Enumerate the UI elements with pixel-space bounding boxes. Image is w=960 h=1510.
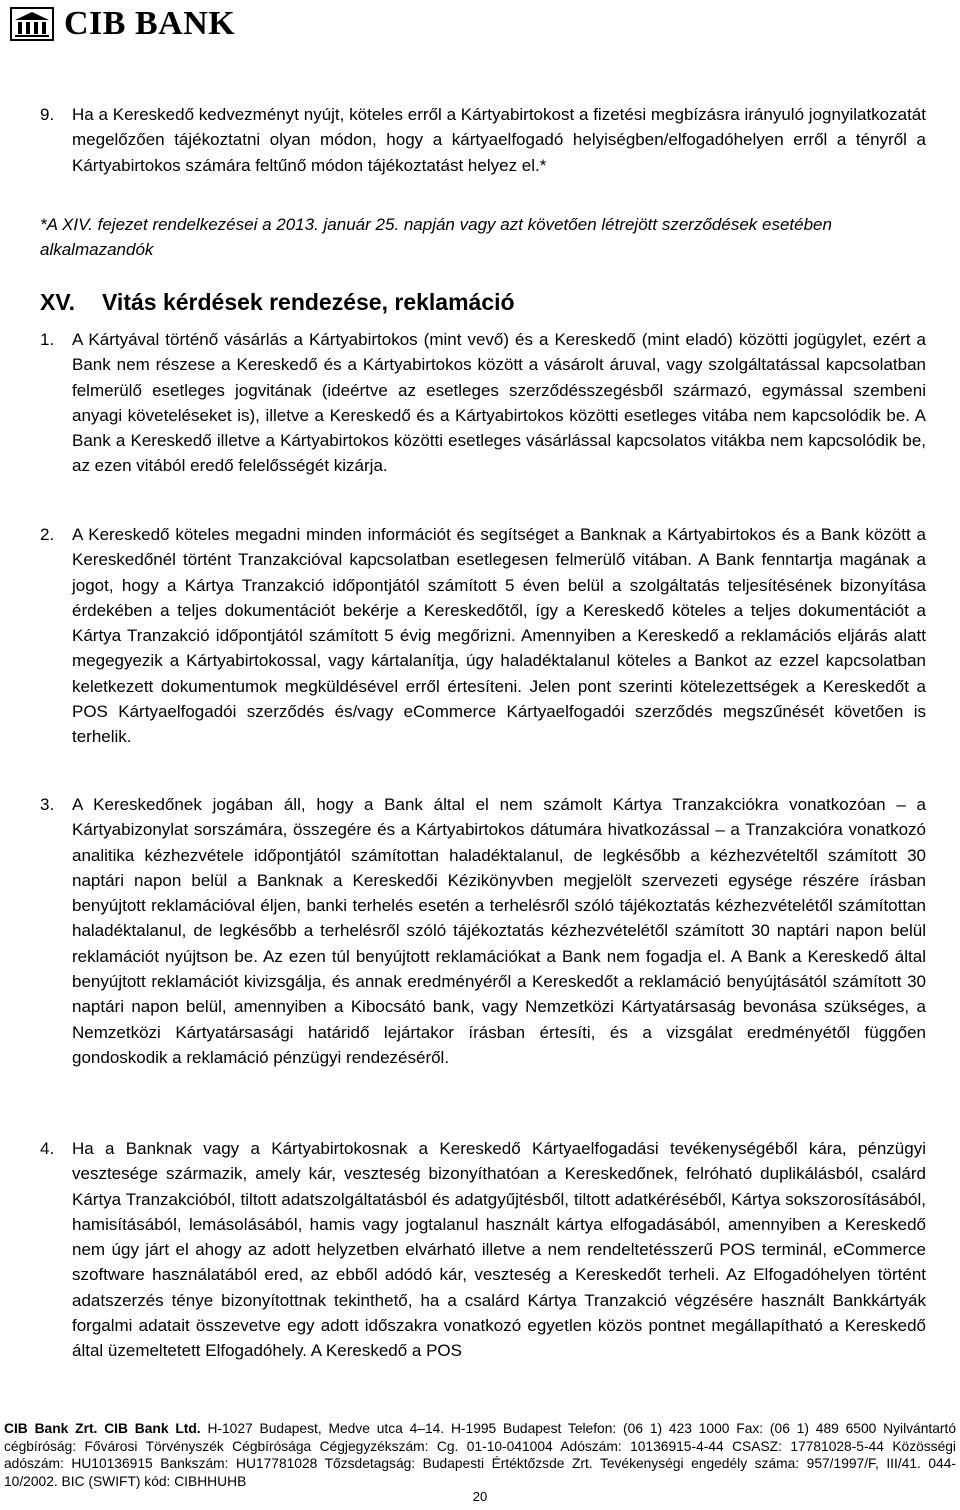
section-item-3-text: A Kereskedőnek jogában áll, hogy a Bank által el nem számolt Kártya Tranzakciókra vonatkozóan – a Kártyabizonylat sorszámára, összegére és a Kártyabirtokos dátumára hivatkozással – a Tranzakcióra vonatkozó analitika kézhezvétele időpontjától számítottan haladéktalanul, de legkésőbb a kézhezvételtől számított 30 naptári napon belül a Banknak a Kereskedői Kézikönyvben megjelölt szervezeti egysége részére írásban benyújtott reklamációval éljen, banki terhelés esetén a terhelésről szóló tájékoztatás kézhezvételétől számítottan haladéktalanul, de legkésőbb a terhelésről szóló tájékoztatás kézhezvételétől számított 30 naptári napon belül reklamációt nyújtson be. Az ezen túl benyújtott reklamációkat a Bank nem fogadja el. A Bank a Kereskedő által benyújtott reklamációt kivizsgálja, és annak eredményéről a Kereskedőt a reklamáció benyújtásától számított 30 naptári napon belül, amennyiben a Kibocsátó bank, vagy Nemzetközi Kártyatársaság bevonása szükséges, a Nemzetközi Kártyatársasági határidő lejártakor írásban értesíti, és a vizsgálat eredményétől függően gondoskodik a reklamáció pénzügyi rendezéséről. (72, 795, 926, 1067)
cib-bank-logo (10, 6, 235, 42)
section-heading (40, 286, 515, 318)
section-number: XV. (40, 289, 75, 315)
section-item-2-number: 2. (40, 525, 55, 544)
section-item-1-number: 1. (40, 330, 55, 349)
footnote: *A XIV. fejezet rendelkezései a 2013. január 25. napján vagy azt követően létrejött szerződések esetében alkalmazandók (40, 215, 832, 259)
section-item-2-text: A Kereskedő köteles megadni minden információt és segítséget a Banknak a Kártyabirtokos és a Bank között a Kereskedőnél történt Tranzakcióval kapcsolatban esetlegesen felmerülő vitában. A Bank fenntartja magának a jogot, hogy a Kártya Tranzakció időpontjától számított 5 éven belül a szolgáltatás teljesítésének bizonyítása érdekében a teljes dokumentációt bekérje a Kereskedőtől, így a Kereskedő köteles a teljes dokumentációt a Kártya Tranzakció időpontjától számított 5 évig megőrizni. Amennyiben a Kereskedő a reklamációs eljárás alatt megegyezik a Kártyabirtokossal, vagy kártalanítja, úgy haladéktalanul köteles a Bankot az ezzel kapcsolatban keletkezett dokumentumok megküldésével erről értesíteni. Jelen pont szerinti kötelezettségek a Kereskedőt a POS Kártyaelfogadói szerződés és/vagy eCommerce Kártyaelfogadói szerződés megszűnését követően is terhelik. (72, 525, 926, 747)
item-9-text: Ha a Kereskedő kedvezményt nyújt, köteles erről a Kártyabirtokost a fizetési megbízásra irányuló jognyilatkozatát megelőzően tájékoztatni olyan módon, hogy a kártyaelfogadó helyiségben/elfogadóhelyen erről a tényről a Kártyabirtokos számára feltűnő módon tájékoztatást helyez el.* (72, 105, 926, 175)
section-item-1-text: A Kártyával történő vásárlás a Kártyabirtokos (mint vevő) és a Kereskedő (mint eladó) közötti jogügylet, ezért a Bank nem részese a Kereskedő és a Kártyabirtokos között a vásárolt áruval, vagy szolgáltatással kapcsolatban felmerülő esetleges jogvitának (ideértve az esetleges szerződésszegésből származó, egymással szembeni anyagi követeléseket is), illetve a Kereskedő és a Kártyabirtokos közötti esetleges vitába nem kapcsolódik be. A Bank a Kereskedő illetve a Kártyabirtokos közötti esetleges vásárlással kapcsolatos vitákba nem kapcsolódik be, az ezen vitából eredő felelősségét kizárja. (72, 330, 926, 476)
footer-company-names: CIB Bank Zrt. CIB Bank Ltd. (4, 1421, 201, 1436)
section-title: Vitás kérdések rendezése, reklamáció (102, 289, 515, 315)
item-9-number: 9. (40, 105, 55, 124)
bank-name: CIB BANK (64, 5, 236, 42)
bank-building-icon (10, 7, 54, 41)
footer-text: H-1027 Budapest, Medve utca 4–14. H-1995 Budapest Telefon: (06 1) 423 1000 Fax: (06 1) 489 6500 Nyilvántartó cégbíróság: Fővárosi Törvényszék Cégbírósága Cégjegyzékszám: Cg. 01-10-041004 Adószám: 10136915-4-44 CSASZ: 17781028-5-44 Közösségi adószám: HU10136915 Bankszám: HU17781028 Tőzsdetagság: Budapesti Értéktőzsde Zrt. Tevékenységi engedély száma: 957/1997/F, III/41. 044-10/2002. BIC (SWIFT) kód: CIBHHUHB (4, 1421, 956, 1489)
section-item-4-number: 4. (40, 1139, 55, 1158)
page-number: 20 (472, 1489, 488, 1504)
section-item-4-text: Ha a Banknak vagy a Kártyabirtokosnak a Kereskedő Kártyaelfogadási tevékenységéből kára, pénzügyi vesztesége származik, amely kár, veszteség bizonyíthatóan a Kereskedőnek, felróható duplikálásból, csalárd Kártya Tranzakcióból, tiltott adatszolgáltatásból és adatgyűjtésből, tiltott adatkéréséből, Kártya sokszorosításából, hamisításából, lemásolásából, hamis vagy jogtalanul használt kártya elfogadásából, amennyiben a Kereskedő nem úgy járt el ahogy az adott helyzetben elvárható illetve a nem rendeltetésszerű POS terminál, eCommerce szoftware használatából ered, az ebből adódó kár, veszteség a Kereskedőt terheli. Az Elfogadóhelyen történt adatszerzés ténye bizonyítottnak tekinthető, ha a csalárd Kártya Tranzakció végzésére használt Bankkártyák forgalmi adatait összevetve egy adott időszakra vonatkozó egyetlen közös pontnet megállapítható a Kereskedő által üzemeltetett Elfogadóhely. A Kereskedő a POS (72, 1139, 926, 1361)
section-item-3-number: 3. (40, 795, 55, 814)
footer (4, 1420, 956, 1490)
